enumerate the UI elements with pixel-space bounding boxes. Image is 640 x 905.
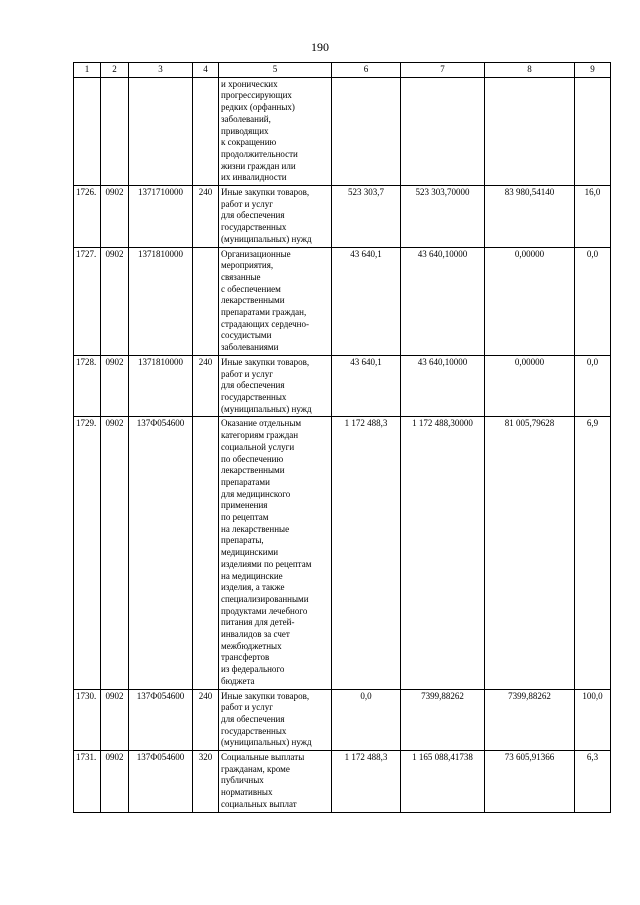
target-article-cell: 137Ф054600 — [129, 751, 193, 813]
executed-amount-cell: 0,00000 — [485, 247, 575, 355]
description-cell: и хронических прогрессирующих редких (орфанных) заболеваний, приводящих к сокращению продолжительности жизни граждан или их инвалидности — [219, 77, 332, 185]
plan-amount-cell: 0,0 — [332, 689, 401, 751]
executed-amount-cell: 81 005,79628 — [485, 417, 575, 689]
approved-amount-cell: 7399,88262 — [401, 689, 485, 751]
expense-type-cell: 240 — [193, 186, 219, 248]
execution-percent-cell: 6,9 — [575, 417, 611, 689]
section-code-cell: 0902 — [101, 355, 129, 417]
row-number-cell: 1727. — [74, 247, 101, 355]
table-row — [74, 77, 611, 185]
executed-amount-cell: 73 605,91366 — [485, 751, 575, 813]
executed-amount-cell: 83 980,54140 — [485, 186, 575, 248]
header-cell: 8 — [485, 63, 575, 78]
header-cell: 5 — [219, 63, 332, 78]
table-body — [74, 63, 611, 813]
header-cell: 9 — [575, 63, 611, 78]
expense-type-cell: 240 — [193, 689, 219, 751]
target-article-cell — [129, 77, 193, 185]
expense-type-cell — [193, 417, 219, 689]
expense-type-cell: 320 — [193, 751, 219, 813]
header-cell: 2 — [101, 63, 129, 78]
section-code-cell: 0902 — [101, 417, 129, 689]
description-cell: Иные закупки товаров, работ и услуг для обеспечения государственных (муниципальных) нужд — [219, 689, 332, 751]
header-row — [74, 63, 611, 78]
header-cell: 1 — [74, 63, 101, 78]
table-row — [74, 417, 611, 689]
header-cell: 4 — [193, 63, 219, 78]
header-cell: 6 — [332, 63, 401, 78]
executed-amount-cell: 0,00000 — [485, 355, 575, 417]
table-row — [74, 751, 611, 813]
header-cell: 3 — [129, 63, 193, 78]
description-cell: Иные закупки товаров, работ и услуг для обеспечения государственных (муниципальных) нужд — [219, 186, 332, 248]
target-article-cell: 137Ф054600 — [129, 689, 193, 751]
section-code-cell — [101, 77, 129, 185]
execution-percent-cell: 16,0 — [575, 186, 611, 248]
approved-amount-cell: 43 640,10000 — [401, 355, 485, 417]
row-number-cell: 1728. — [74, 355, 101, 417]
description-cell: Организационные мероприятия, связанные с обеспечением лекарственными препаратами граждан, страдающих сердечно- сосудистыми заболеваниями — [219, 247, 332, 355]
section-code-cell: 0902 — [101, 186, 129, 248]
row-number-cell: 1726. — [74, 186, 101, 248]
plan-amount-cell: 43 640,1 — [332, 247, 401, 355]
table-row — [74, 186, 611, 248]
plan-amount-cell: 43 640,1 — [332, 355, 401, 417]
approved-amount-cell: 1 172 488,30000 — [401, 417, 485, 689]
table-row — [74, 247, 611, 355]
row-number-cell: 1731. — [74, 751, 101, 813]
executed-amount-cell — [485, 77, 575, 185]
execution-percent-cell: 6,3 — [575, 751, 611, 813]
executed-amount-cell: 7399,88262 — [485, 689, 575, 751]
execution-percent-cell: 100,0 — [575, 689, 611, 751]
execution-percent-cell: 0,0 — [575, 355, 611, 417]
target-article-cell: 1371710000 — [129, 186, 193, 248]
header-cell: 7 — [401, 63, 485, 78]
expense-type-cell — [193, 247, 219, 355]
plan-amount-cell: 523 303,7 — [332, 186, 401, 248]
execution-percent-cell: 0,0 — [575, 247, 611, 355]
row-number-cell: 1730. — [74, 689, 101, 751]
section-code-cell: 0902 — [101, 247, 129, 355]
budget-table — [73, 62, 611, 813]
target-article-cell: 1371810000 — [129, 247, 193, 355]
target-article-cell: 1371810000 — [129, 355, 193, 417]
target-article-cell: 137Ф054600 — [129, 417, 193, 689]
description-cell: Социальные выплаты гражданам, кроме публичных нормативных социальных выплат — [219, 751, 332, 813]
description-cell: Оказание отдельным категориям граждан социальной услуги по обеспечению лекарственными препаратами для медицинского применения по рецептам на лекарственные препараты, медицинскими изделиями по рецептам на медицинские изделия, а также специализированными продуктами лечебного питания для детей- инвалидов за счет межбюджетных трансфертов из федерального бюджета — [219, 417, 332, 689]
plan-amount-cell: 1 172 488,3 — [332, 751, 401, 813]
row-number-cell: 1729. — [74, 417, 101, 689]
page-number: 190 — [311, 40, 329, 54]
execution-percent-cell — [575, 77, 611, 185]
approved-amount-cell: 523 303,70000 — [401, 186, 485, 248]
expense-type-cell: 240 — [193, 355, 219, 417]
approved-amount-cell — [401, 77, 485, 185]
approved-amount-cell: 1 165 088,41738 — [401, 751, 485, 813]
description-cell: Иные закупки товаров, работ и услуг для обеспечения государственных (муниципальных) нужд — [219, 355, 332, 417]
section-code-cell: 0902 — [101, 751, 129, 813]
expense-type-cell — [193, 77, 219, 185]
approved-amount-cell: 43 640,10000 — [401, 247, 485, 355]
row-number-cell — [74, 77, 101, 185]
plan-amount-cell — [332, 77, 401, 185]
table-row — [74, 355, 611, 417]
table-row — [74, 689, 611, 751]
plan-amount-cell: 1 172 488,3 — [332, 417, 401, 689]
section-code-cell: 0902 — [101, 689, 129, 751]
